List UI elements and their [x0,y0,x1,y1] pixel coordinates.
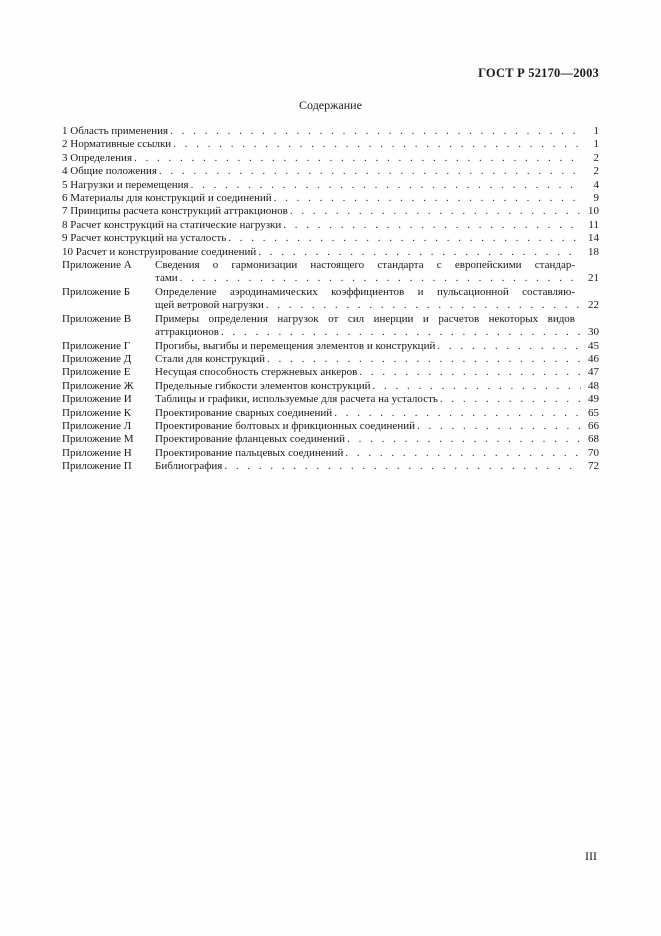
toc-entry-page: 30 [588,326,599,339]
dot-leader [437,340,581,353]
annex-description [155,353,583,366]
toc-entry[interactable] [62,125,599,138]
toc-entry-page: 9 [593,192,599,205]
toc-entry-label: 9 Расчет конструкций на усталость [62,232,227,245]
toc-entry-page: 65 [588,406,599,419]
toc-sections [62,125,599,259]
dot-leader [191,179,581,192]
toc-entry-label: 6 Материалы для конструкций и соединений [62,192,272,205]
toc-entry-page: 47 [588,366,599,379]
annex-title-line-2-row [155,326,599,339]
toc-annex-entry[interactable] [62,433,599,446]
annex-title: Предельные гибкости элементов конструкций [155,379,371,392]
annex-description [155,313,599,340]
toc-entry-label: 7 Принципы расчета конструкций аттракционов [62,205,288,218]
annex-description [155,460,583,473]
dot-leader [266,299,581,312]
annex-title-line-2: щей ветровой нагрузки [155,299,264,312]
toc-annex-entry[interactable] [62,353,599,366]
dot-leader [228,232,581,245]
annex-label: Приложение М [62,433,134,446]
toc-entry-page: 48 [588,379,599,392]
annex-label: Приложение Б [62,285,131,298]
dot-leader [224,460,581,473]
dot-leader [134,152,581,165]
toc-entry-page: 4 [593,178,599,191]
annex-description [155,420,583,433]
page-number: III [585,849,597,863]
annex-label: Приложение И [62,393,132,406]
annex-label: Приложение П [62,460,132,473]
annex-title: Стали для конструкций [155,352,265,365]
annex-label: Приложение Н [62,446,132,459]
dot-leader [170,125,581,138]
dot-leader [359,366,581,379]
toc-entry[interactable] [62,205,599,218]
toc-entry-label: 1 Область применения [62,125,169,137]
annex-title: Проектирование пальцевых соединений [155,446,344,459]
table-of-contents [62,125,599,474]
annex-label: Приложение Г [62,339,131,352]
annex-title: Прогибы, выгибы и перемещения элементов и конструкций [155,339,436,352]
toc-entry-label: 8 Расчет конструкций на статические нагрузки [62,218,282,231]
annex-title: Проектирование сварных соединений [155,406,333,419]
annex-label: Приложение Д [62,352,132,365]
annex-label: Приложение Ж [62,379,134,392]
annex-label: Приложение К [62,406,132,419]
toc-entry-page: 2 [593,165,599,178]
toc-annex-entry[interactable] [62,393,599,406]
dot-leader [417,420,581,433]
toc-entry[interactable] [62,219,599,232]
toc-entry-page: 10 [588,205,599,218]
toc-entry[interactable] [62,179,599,192]
toc-entry-label: 2 Нормативные ссылки [62,138,172,151]
toc-entry[interactable] [62,192,599,205]
annex-label: Приложение В [62,312,132,325]
dot-leader [334,407,581,420]
annex-title-line-2: аттракционов [155,326,219,339]
annex-description [155,366,583,379]
dot-leader [440,393,581,406]
toc-title: Содержание [299,98,362,112]
annex-title-line-2-row [155,299,599,312]
toc-annex-entry[interactable] [62,286,599,313]
toc-entry-page: 49 [588,393,599,406]
toc-annex-entry[interactable] [62,460,599,473]
dot-leader [347,433,581,446]
annex-title: Библиография [155,460,223,473]
dot-leader [159,165,581,178]
annex-description [155,286,599,313]
annex-title-line-2: тами [155,272,178,285]
toc-annex-entry[interactable] [62,259,599,286]
toc-annex-entry[interactable] [62,340,599,353]
dot-leader [283,219,581,232]
toc-annex-entry[interactable] [62,407,599,420]
annex-description [155,393,583,406]
dot-leader [258,246,581,259]
annex-description [155,340,583,353]
annex-title-line-1: Примеры определения нагрузок от сил инерции и расчетов некоторых видов [155,312,575,325]
annex-title-line-1: Определение аэродинамических коэффициентов и пульсационной составляю- [155,285,575,298]
toc-entry-page: 46 [588,352,599,365]
dot-leader [290,205,581,218]
toc-entry[interactable] [62,232,599,245]
toc-entry[interactable] [62,152,599,165]
annex-description [155,380,583,393]
dot-leader [173,138,581,151]
annex-title: Таблицы и графики, используемые для расчета на усталость [155,393,438,406]
toc-entry-page: 2 [593,151,599,164]
toc-entry-page: 21 [588,272,599,285]
dot-leader [345,447,581,460]
toc-entry-label: 5 Нагрузки и перемещения [62,178,189,191]
toc-annex-entry[interactable] [62,366,599,379]
annex-label: Приложение Л [62,419,132,432]
toc-entry-label: 4 Общие положения [62,165,157,178]
dot-leader [373,380,581,393]
toc-entry-page: 22 [588,299,599,312]
annex-title-line-1: Сведения о гармонизации настоящего стандарта с европейскими стандар- [155,259,575,272]
annex-description [155,259,599,286]
toc-entry[interactable] [62,138,599,151]
annex-description [155,447,583,460]
dot-leader [267,353,581,366]
annex-title: Проектирование болтовых и фрикционных соединений [155,419,415,432]
annex-description [155,407,583,420]
annex-description [155,433,583,446]
dot-leader [274,192,581,205]
annex-title: Проектирование фланцевых соединений [155,433,346,446]
annex-label: Приложение А [62,259,132,272]
toc-entry-page: 1 [593,138,599,151]
toc-entry-page: 45 [588,339,599,352]
toc-entry-page: 70 [588,446,599,459]
toc-entry-page: 14 [588,232,599,245]
toc-entry[interactable] [62,165,599,178]
toc-annex-entry[interactable] [62,420,599,433]
toc-entry-page: 1 [593,125,599,137]
toc-entry-page: 18 [588,245,599,258]
toc-entry-label: 3 Определения [62,151,133,164]
toc-entry-page: 11 [588,218,599,231]
toc-annex-entry[interactable] [62,380,599,393]
toc-entry-page: 68 [588,433,599,446]
dot-leader [180,272,581,285]
toc-entry-page: 72 [588,460,599,473]
toc-entry-label: 10 Расчет и конструирование соединений [62,245,257,258]
annex-label: Приложение Е [62,366,131,379]
toc-entry-page: 66 [588,419,599,432]
toc-annexes [62,259,599,474]
toc-annex-entry[interactable] [62,313,599,340]
dot-leader [221,326,581,339]
standard-header: ГОСТ Р 52170—2003 [478,66,599,80]
toc-entry[interactable] [62,246,599,259]
annex-title: Несущая способность стержневых анкеров [155,366,358,379]
toc-annex-entry[interactable] [62,447,599,460]
annex-title-line-2-row [155,272,599,285]
